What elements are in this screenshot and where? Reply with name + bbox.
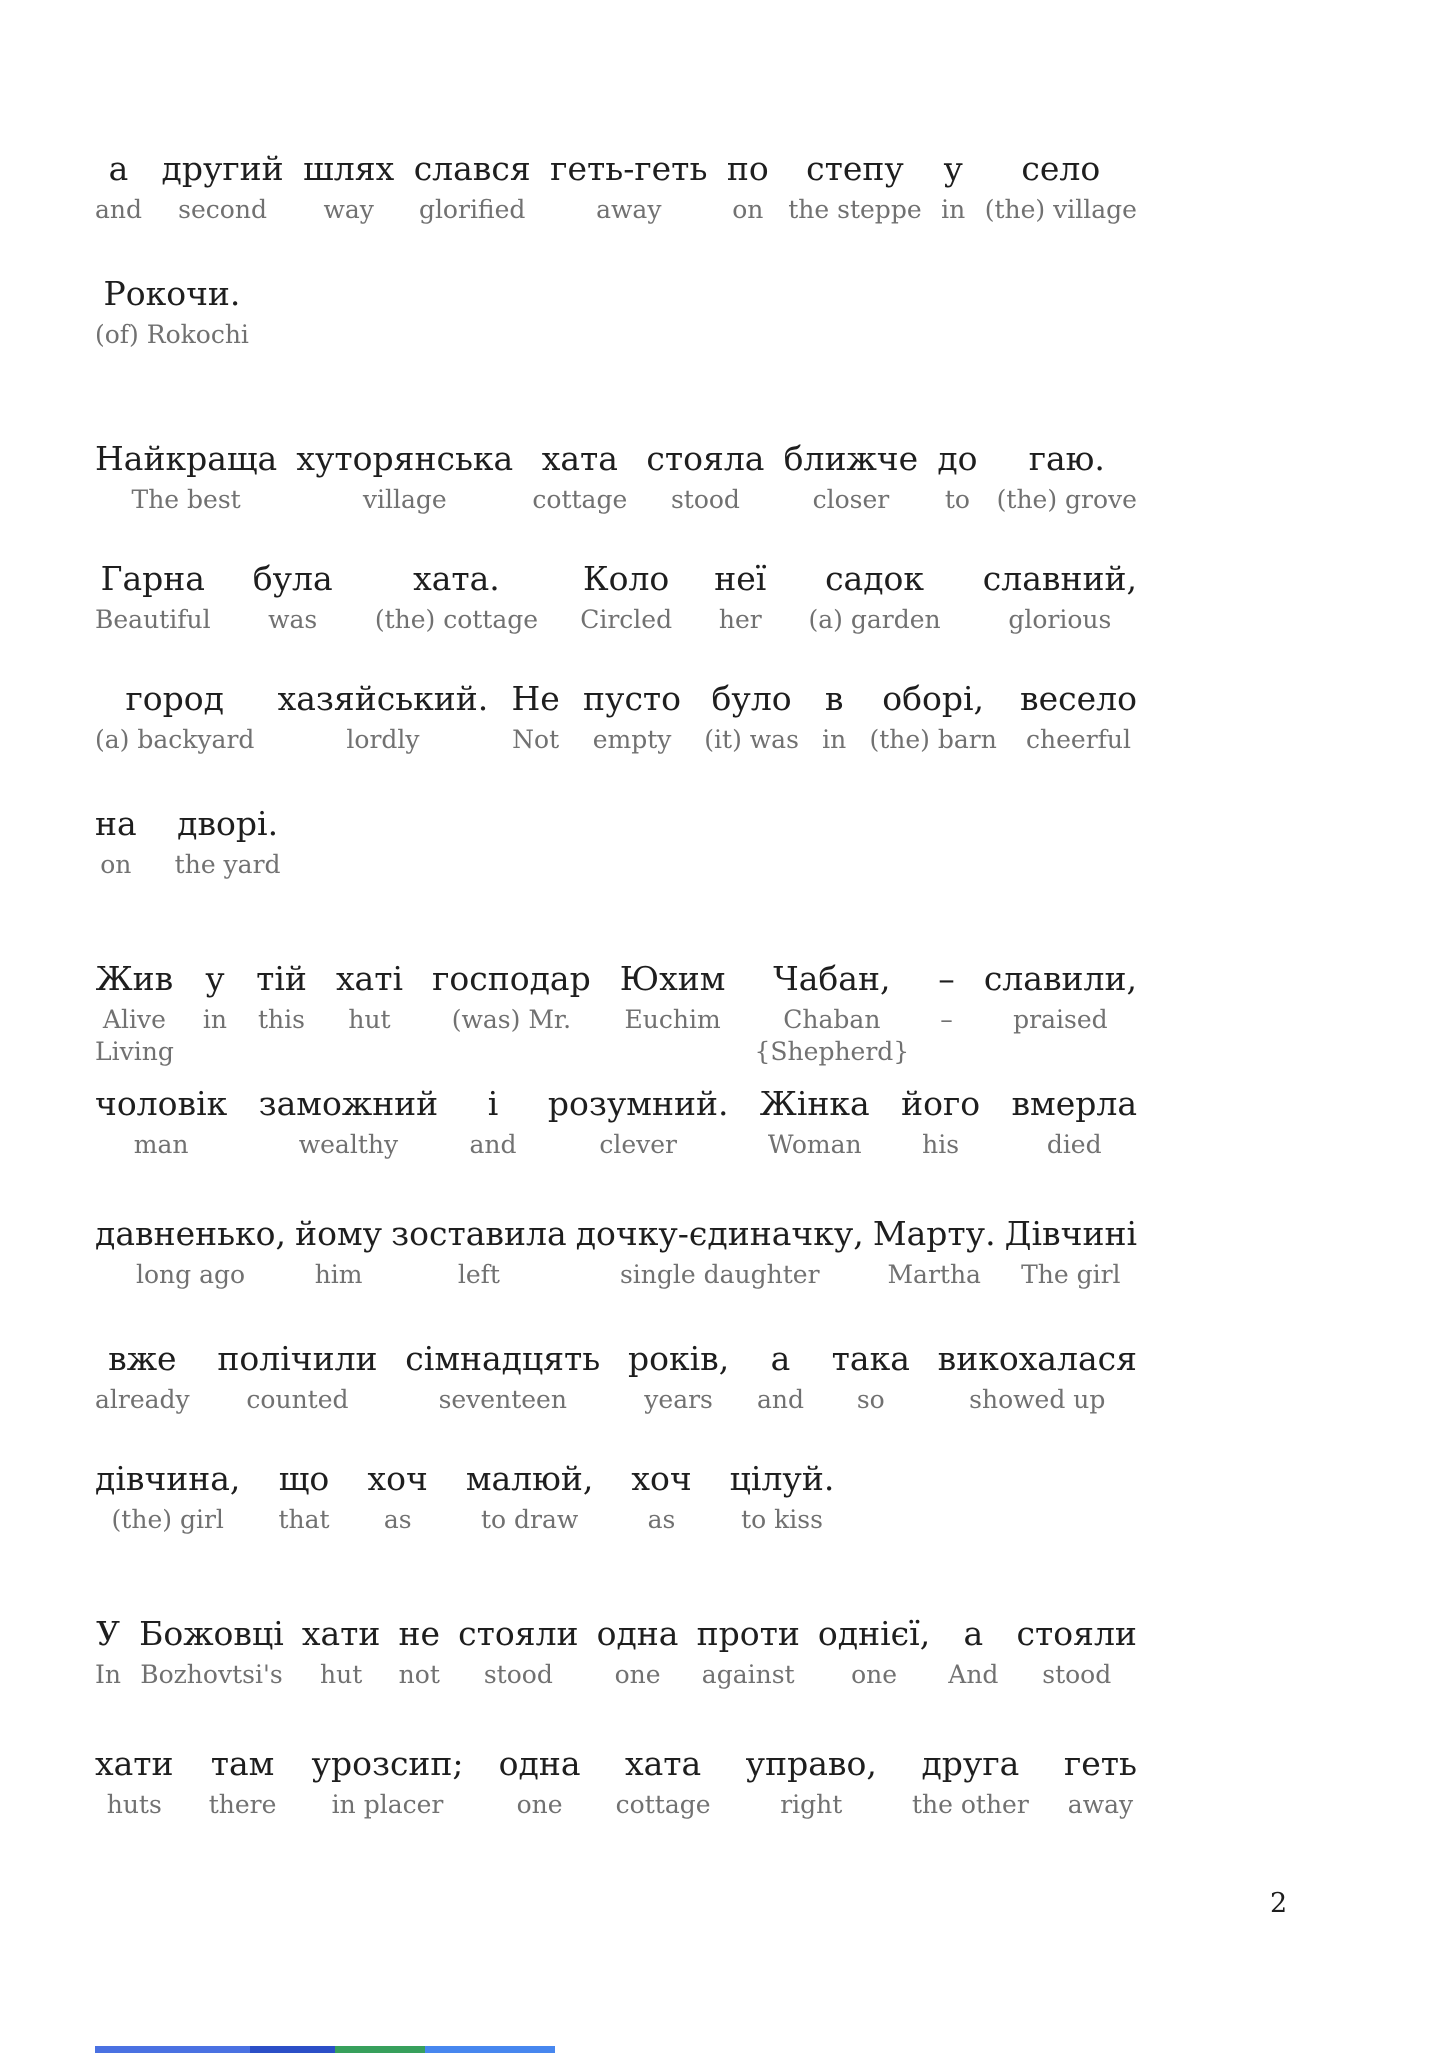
word-column (303, 147, 394, 226)
english-gloss: the steppe (788, 194, 922, 224)
word-column (217, 1337, 377, 1416)
english-gloss: against (701, 1659, 795, 1689)
word-column (95, 1612, 121, 1691)
english-gloss: his (922, 1129, 960, 1159)
ukrainian-word: в (824, 679, 844, 718)
ukrainian-word: гаю. (1028, 439, 1105, 478)
ukrainian-word: друга (921, 1744, 1020, 1783)
word-column (580, 557, 672, 636)
english-gloss: The girl (1021, 1259, 1121, 1289)
ukrainian-word: а (963, 1614, 984, 1653)
word-column (391, 1212, 567, 1291)
ukrainian-word: хати (95, 1744, 174, 1783)
english-gloss: Beautiful (95, 604, 211, 634)
word-column (730, 1457, 835, 1536)
english-gloss: Bozhovtsi's (140, 1659, 283, 1689)
english-gloss: one (516, 1789, 563, 1819)
ukrainian-word: у (205, 959, 225, 998)
word-column (576, 1212, 864, 1291)
ukrainian-word: що (278, 1459, 330, 1498)
english-gloss: (the) girl (111, 1504, 224, 1534)
english-gloss-secondary: {Shepherd} (754, 1036, 910, 1066)
ukrainian-word: управо, (745, 1744, 877, 1783)
english-gloss: there (208, 1789, 277, 1819)
ukrainian-word: зоставила (391, 1214, 567, 1253)
strip-segment (335, 2046, 425, 2053)
word-column (95, 1082, 227, 1161)
ukrainian-word: давненько, (95, 1214, 287, 1253)
word-column (312, 1742, 464, 1821)
english-gloss: clever (599, 1129, 677, 1159)
ukrainian-word: – (938, 959, 955, 998)
ukrainian-word: Найкраща (95, 439, 278, 478)
ukrainian-word: викохалася (937, 1339, 1137, 1378)
word-column (941, 147, 965, 226)
word-column (1064, 1742, 1137, 1821)
interlinear-line (95, 1742, 1137, 1821)
word-column (755, 957, 910, 1068)
english-gloss: (it) was (704, 724, 799, 754)
word-column (597, 1612, 679, 1691)
english-gloss: him (314, 1259, 363, 1289)
word-column (832, 1337, 910, 1416)
ukrainian-word: хата. (413, 559, 500, 598)
english-gloss: The best (131, 484, 241, 514)
english-gloss: Euchim (624, 1004, 721, 1034)
ukrainian-word: і (487, 1084, 499, 1123)
ukrainian-word: на (95, 804, 137, 843)
ukrainian-word: село (1021, 149, 1101, 188)
english-gloss: praised (1013, 1004, 1108, 1034)
english-gloss: and (469, 1129, 517, 1159)
word-column (95, 437, 277, 516)
word-column (937, 437, 977, 516)
english-gloss: wealthy (298, 1129, 399, 1159)
word-column (1020, 677, 1137, 756)
ukrainian-word: така (831, 1339, 910, 1378)
word-column (466, 1457, 594, 1536)
ukrainian-word: геть-геть (550, 149, 708, 188)
word-column (278, 1457, 329, 1536)
ukrainian-word: стояла (646, 439, 765, 478)
interlinear-line (95, 557, 1137, 636)
english-gloss: one (851, 1659, 898, 1689)
word-column (550, 147, 707, 226)
word-column (432, 957, 591, 1036)
english-gloss: Not (512, 724, 560, 754)
ukrainian-word: Жив (95, 959, 174, 998)
ukrainian-word: стояли (458, 1614, 579, 1653)
ukrainian-word: розумний. (547, 1084, 729, 1123)
ukrainian-word: У (96, 1614, 120, 1653)
strip-segment (425, 2046, 555, 2053)
word-column (253, 557, 333, 636)
ukrainian-word: хаті (335, 959, 404, 998)
ukrainian-word: Дівчині (1004, 1214, 1137, 1253)
word-column (818, 1612, 930, 1691)
word-column (95, 802, 137, 881)
ukrainian-word: господар (432, 959, 591, 998)
english-gloss: empty (592, 724, 672, 754)
ukrainian-word: хати (301, 1614, 381, 1653)
english-gloss: man (133, 1129, 189, 1159)
word-column (983, 557, 1137, 636)
word-column (95, 1337, 190, 1416)
ukrainian-word: років, (627, 1339, 730, 1378)
english-gloss: single daughter (619, 1259, 820, 1289)
english-gloss: died (1046, 1129, 1102, 1159)
english-gloss: stood (1042, 1659, 1112, 1689)
word-column (1011, 1082, 1137, 1161)
ukrainian-word: хазяйський. (277, 679, 489, 718)
english-gloss: seventeen (438, 1384, 567, 1414)
interlinear-line (95, 957, 1137, 1068)
english-gloss: stood (483, 1659, 553, 1689)
english-gloss: right (780, 1789, 843, 1819)
english-gloss: the yard (174, 849, 281, 879)
english-gloss: hut (320, 1659, 363, 1689)
word-column (95, 1457, 240, 1536)
ukrainian-word: його (901, 1084, 981, 1123)
ukrainian-word: степу (806, 149, 904, 188)
ukrainian-word: Рокочи. (103, 274, 241, 313)
english-gloss: as (647, 1504, 676, 1534)
ukrainian-word: а (770, 1339, 791, 1378)
ukrainian-word: одна (498, 1744, 581, 1783)
ukrainian-word: вже (108, 1339, 177, 1378)
ukrainian-word: тій (256, 959, 307, 998)
ukrainian-word: Марту. (872, 1214, 996, 1253)
ukrainian-word: хоч (367, 1459, 428, 1498)
interlinear-line (95, 1337, 1137, 1416)
word-column (162, 147, 284, 226)
english-gloss: not (398, 1659, 440, 1689)
english-gloss: (a) garden (808, 604, 941, 634)
english-gloss: already (95, 1384, 190, 1414)
english-gloss: the other (911, 1789, 1029, 1819)
english-gloss: and (756, 1384, 804, 1414)
word-column (175, 802, 281, 881)
word-column (760, 1082, 870, 1161)
word-column (646, 437, 764, 516)
ukrainian-word: однієї, (817, 1614, 931, 1653)
ukrainian-word: Жінка (759, 1084, 870, 1123)
ukrainian-word: урозсип; (311, 1744, 464, 1783)
word-column (631, 1457, 691, 1536)
english-gloss: In (95, 1659, 121, 1689)
english-gloss: cottage (532, 484, 628, 514)
ukrainian-word: заможний (258, 1084, 439, 1123)
word-column (512, 677, 560, 756)
english-gloss: left (457, 1259, 500, 1289)
english-gloss: – (940, 1004, 953, 1034)
english-gloss: Chaban (783, 1004, 881, 1034)
word-column (95, 677, 254, 756)
word-column (1005, 1212, 1137, 1291)
word-column (938, 957, 955, 1036)
word-column (375, 557, 538, 636)
english-gloss: on (100, 849, 132, 879)
ukrainian-word: чоловік (95, 1084, 228, 1123)
ukrainian-word: Гарна (100, 559, 205, 598)
word-column (628, 1337, 729, 1416)
ukrainian-word: по (726, 149, 769, 188)
word-column (296, 437, 513, 516)
word-column (727, 147, 769, 226)
ukrainian-word: була (252, 559, 333, 598)
word-column (620, 957, 726, 1036)
word-column (295, 1212, 382, 1291)
english-gloss: Martha (887, 1259, 981, 1289)
strip-segment (250, 2046, 335, 2053)
ukrainian-word: Не (511, 679, 560, 718)
english-gloss: to (944, 484, 970, 514)
word-column (95, 957, 174, 1068)
interlinear-line (95, 677, 1137, 756)
ukrainian-word: дочку-єдиначку, (575, 1214, 864, 1253)
english-gloss: to kiss (741, 1504, 823, 1534)
ukrainian-word: другий (161, 149, 284, 188)
ukrainian-word: там (210, 1744, 275, 1783)
english-gloss: in (202, 1004, 227, 1034)
word-column (259, 1082, 439, 1161)
ukrainian-word: город (125, 679, 224, 718)
word-column (548, 1082, 729, 1161)
ukrainian-word: весело (1020, 679, 1137, 718)
english-gloss: long ago (135, 1259, 246, 1289)
ukrainian-word: хуторянська (296, 439, 514, 478)
english-gloss: (the) cottage (374, 604, 539, 634)
strip-segment (95, 2046, 250, 2053)
ukrainian-word: неї (714, 559, 767, 598)
ukrainian-word: оборі, (882, 679, 985, 718)
word-column (697, 1612, 800, 1691)
word-column (704, 677, 799, 756)
interlinear-line (95, 1457, 1137, 1536)
bottom-color-strip (95, 2046, 555, 2053)
ukrainian-word: одна (596, 1614, 679, 1653)
english-gloss: lordly (346, 724, 420, 754)
word-column (869, 677, 996, 756)
word-column (95, 1742, 174, 1821)
word-column (873, 1212, 996, 1291)
english-gloss: stood (670, 484, 740, 514)
english-gloss: glorified (418, 194, 526, 224)
english-gloss: on (732, 194, 764, 224)
ukrainian-word: сімнадцять (405, 1339, 601, 1378)
english-gloss: hut (348, 1004, 391, 1034)
english-gloss: closer (812, 484, 890, 514)
word-column (808, 557, 940, 636)
english-gloss-secondary: Living (95, 1036, 174, 1066)
word-column (746, 1742, 877, 1821)
english-gloss: showed up (969, 1384, 1106, 1414)
word-column (458, 1612, 578, 1691)
ukrainian-word: проти (696, 1614, 800, 1653)
english-gloss: was (268, 604, 318, 634)
english-gloss: away (1067, 1789, 1134, 1819)
english-gloss: Woman (767, 1129, 862, 1159)
english-gloss: glorious (1008, 604, 1112, 634)
ukrainian-word: у (943, 149, 963, 188)
english-gloss: so (856, 1384, 885, 1414)
ukrainian-word: стояли (1016, 1614, 1137, 1653)
word-column (203, 957, 227, 1036)
english-gloss: way (323, 194, 374, 224)
english-gloss: Circled (580, 604, 673, 634)
ukrainian-word: пусто (583, 679, 682, 718)
interlinear-line (95, 272, 1137, 351)
english-gloss: counted (246, 1384, 349, 1414)
english-gloss: cheerful (1026, 724, 1132, 754)
english-gloss: cottage (615, 1789, 711, 1819)
english-gloss: that (278, 1504, 330, 1534)
english-gloss: years (644, 1384, 713, 1414)
interlinear-line (95, 1082, 1137, 1161)
english-gloss: as (383, 1504, 412, 1534)
word-column (616, 1742, 711, 1821)
ukrainian-word: хата (541, 439, 618, 478)
interlinear-line (95, 802, 1137, 881)
english-gloss: Alive (102, 1004, 166, 1034)
english-gloss: her (718, 604, 762, 634)
english-gloss: (the) village (984, 194, 1137, 224)
ukrainian-word: до (937, 439, 978, 478)
english-gloss: And (948, 1659, 999, 1689)
word-column (997, 437, 1137, 516)
word-column (414, 147, 531, 226)
ukrainian-word: а (108, 149, 129, 188)
word-column (532, 437, 627, 516)
ukrainian-word: шлях (303, 149, 395, 188)
ukrainian-word: Чабан, (773, 959, 891, 998)
word-column (784, 437, 919, 516)
english-gloss: village (362, 484, 447, 514)
ukrainian-word: не (398, 1614, 441, 1653)
word-column (209, 1742, 277, 1821)
english-gloss: and (95, 194, 143, 224)
word-column (95, 272, 249, 351)
ukrainian-word: садок (825, 559, 925, 598)
ukrainian-word: славний, (982, 559, 1137, 598)
ukrainian-word: вмерла (1011, 1084, 1137, 1123)
english-gloss: to draw (480, 1504, 579, 1534)
interlinear-line (95, 437, 1137, 516)
word-column (757, 1337, 804, 1416)
ukrainian-word: дворі. (177, 804, 279, 843)
page-number: 2 (1270, 1888, 1288, 1919)
word-column (948, 1612, 998, 1691)
word-column (1017, 1612, 1137, 1691)
word-column (985, 147, 1137, 226)
word-column (714, 557, 766, 636)
ukrainian-word: хата (624, 1744, 702, 1783)
word-column (499, 1742, 581, 1821)
ukrainian-word: хоч (631, 1459, 692, 1498)
english-gloss: in placer (331, 1789, 444, 1819)
word-column (399, 1612, 441, 1691)
word-column (788, 147, 921, 226)
interlinear-line (95, 1612, 1137, 1691)
english-gloss: this (257, 1004, 305, 1034)
word-column (984, 957, 1137, 1036)
ukrainian-word: Юхим (619, 959, 726, 998)
english-gloss: in (822, 724, 847, 754)
english-gloss: (a) backyard (95, 724, 255, 754)
ukrainian-word: було (711, 679, 792, 718)
interlinear-line (95, 1212, 1137, 1291)
word-column (901, 1082, 980, 1161)
english-gloss: one (614, 1659, 661, 1689)
word-column (938, 1337, 1137, 1416)
word-column (95, 1212, 286, 1291)
word-column (278, 677, 489, 756)
english-gloss: second (178, 194, 267, 224)
word-column (139, 1612, 284, 1691)
word-column (822, 677, 846, 756)
word-column (302, 1612, 381, 1691)
word-column (912, 1742, 1029, 1821)
ukrainian-word: цілуй. (729, 1459, 835, 1498)
english-gloss: in (941, 194, 966, 224)
english-gloss: (was) Mr. (451, 1004, 572, 1034)
ukrainian-word: славили, (983, 959, 1137, 998)
english-gloss: away (596, 194, 662, 224)
interlinear-line (95, 147, 1137, 226)
english-gloss: (the) barn (869, 724, 997, 754)
word-column (336, 957, 403, 1036)
word-column (470, 1082, 517, 1161)
english-gloss: (the) grove (996, 484, 1137, 514)
ukrainian-word: Коло (583, 559, 670, 598)
ukrainian-word: малюй, (465, 1459, 594, 1498)
ukrainian-word: ближче (783, 439, 919, 478)
ukrainian-word: Божовці (139, 1614, 284, 1653)
word-column (583, 677, 681, 756)
ukrainian-word: геть (1063, 1744, 1137, 1783)
english-gloss: huts (106, 1789, 162, 1819)
ukrainian-word: слався (413, 149, 531, 188)
english-gloss: (of) Rokochi (95, 319, 249, 349)
word-column (368, 1457, 428, 1536)
ukrainian-word: полічили (217, 1339, 378, 1378)
ukrainian-word: дівчина, (95, 1459, 241, 1498)
word-column (95, 147, 142, 226)
word-column (405, 1337, 600, 1416)
ukrainian-word: йому (295, 1214, 383, 1253)
word-column (256, 957, 307, 1036)
word-column (95, 557, 211, 636)
